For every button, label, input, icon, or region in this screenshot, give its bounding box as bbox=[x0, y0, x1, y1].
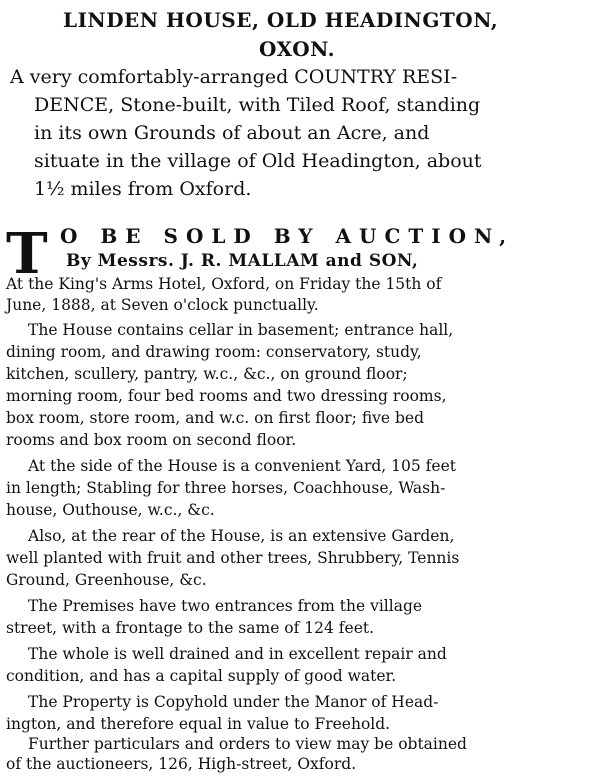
premises-paragraph-line: street, with a frontage to the same of 124 feet. bbox=[6, 619, 375, 637]
house-paragraph-line: morning room, four bed rooms and two dressing rooms, bbox=[6, 387, 447, 405]
yard-paragraph-line: house, Outhouse, w.c., &c. bbox=[6, 501, 215, 519]
description-line: in its own Grounds of about an Acre, and bbox=[34, 122, 430, 144]
auctioneers-name: By Messrs. J. R. MALLAM and SON, bbox=[66, 251, 419, 271]
ad-heading-line-2: OXON. bbox=[259, 37, 336, 61]
further-paragraph-line: Further particulars and orders to view may be obtained bbox=[28, 735, 467, 753]
garden-paragraph-line: well planted with fruit and other trees, Shrubbery, Tennis bbox=[6, 549, 460, 567]
ad-heading-line-1: LINDEN HOUSE, OLD HEADINGTON, bbox=[63, 8, 499, 32]
description-line: situate in the village of Old Headington, about bbox=[34, 150, 482, 172]
description-line: 1½ miles from Oxford. bbox=[34, 178, 252, 200]
description-line: DENCE, Stone-built, with Tiled Roof, standing bbox=[34, 94, 481, 116]
description-line: A very comfortably-arranged COUNTRY RESI- bbox=[10, 66, 458, 88]
house-paragraph-line: rooms and box room on second floor. bbox=[6, 431, 297, 449]
house-paragraph-line: The House contains cellar in basement; entrance hall, bbox=[28, 321, 454, 339]
yard-paragraph-line: At the side of the House is a convenient Yard, 105 feet bbox=[28, 457, 456, 475]
garden-paragraph-line: Also, at the rear of the House, is an extensive Garden, bbox=[28, 527, 455, 545]
yard-paragraph-line: in length; Stabling for three horses, Coachhouse, Wash- bbox=[6, 479, 446, 497]
house-paragraph-line: dining room, and drawing room: conservatory, study, bbox=[6, 343, 422, 361]
house-paragraph-line: kitchen, scullery, pantry, w.c., &c., on ground floor; bbox=[6, 365, 408, 383]
auction-details-line: At the King's Arms Hotel, Oxford, on Friday the 15th of bbox=[6, 275, 442, 293]
auction-details-line: June, 1888, at Seven o'clock punctually. bbox=[6, 296, 319, 314]
premises-paragraph-line: The Premises have two entrances from the village bbox=[28, 597, 423, 615]
copyhold-paragraph-line: ington, and therefore equal in value to Freehold. bbox=[6, 715, 391, 733]
copyhold-paragraph-line: The Property is Copyhold under the Manor of Head- bbox=[28, 693, 439, 711]
condition-paragraph-line: condition, and has a capital supply of good water. bbox=[6, 667, 397, 685]
house-paragraph-line: box room, store room, and w.c. on first floor; five bed bbox=[6, 409, 425, 427]
auction-title: O BE SOLD BY AUCTION, bbox=[60, 224, 515, 248]
garden-paragraph-line: Ground, Greenhouse, &c. bbox=[6, 571, 207, 589]
dropcap-letter: T bbox=[6, 221, 48, 287]
condition-paragraph-line: The whole is well drained and in excellent repair and bbox=[28, 645, 447, 663]
further-paragraph-line: of the auctioneers, 126, High-street, Oxford. bbox=[6, 755, 357, 773]
